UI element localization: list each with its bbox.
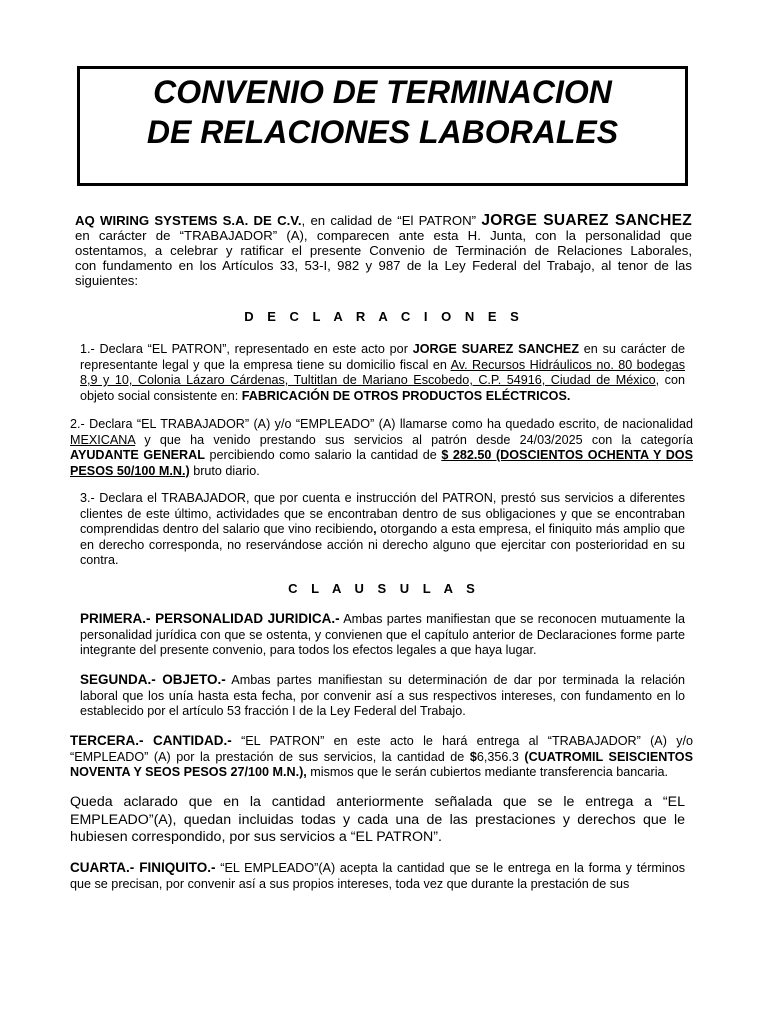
nationality: MEXICANA — [70, 432, 136, 447]
decl-text: en su carácter de — [579, 342, 685, 356]
decl-text: 3.- Declara el TRABAJADOR, que por cuenta e instrucción del PATRON, prestó sus servicios a diferentes — [80, 491, 685, 505]
clause-cuarta — [70, 860, 685, 892]
settlement-amount-words: NOVENTA Y SEOS PESOS 27/100 M.N.), — [70, 765, 307, 779]
daily-salary: PESOS 50/100 M.N.) — [70, 463, 190, 478]
clause-text: integrante del presente convenio, para todos los efectos legales a que haya lugar. — [80, 643, 537, 657]
clause-text: personalidad jurídica con que se ostenta, y convienen que el capítulo anterior de Declaraciones forme parte — [80, 627, 685, 642]
clausulas-heading: C L A U S U L A S — [288, 581, 480, 596]
decl-text: comprendidas dentro del salario que vino recibiendo — [80, 522, 374, 536]
clause-text: Ambas partes manifiestan que se reconocen mutuamente la — [339, 612, 686, 626]
decl-text: objeto social consistente en: — [80, 388, 242, 403]
decl-text: y que ha venido prestando sus servicios al patrón desde 24/03/2025 con la categoría — [135, 432, 693, 447]
clause-text: Ambas partes manifiestan su determinación de dar por terminada la relación — [225, 673, 686, 687]
decl-text: contra. — [80, 553, 119, 567]
decl-text: , con — [655, 373, 685, 387]
address-line: 8,9 y 10, Colonia Lázaro Cárdenas, Tultitlan de Mariano Escobedo, C.P. 54916, Ciudad de México — [80, 373, 656, 387]
decl-text: bruto diario. — [189, 463, 260, 478]
settlement-amount-words: (CUATROMIL SEISCIENTOS — [518, 749, 694, 764]
intro-text: , en calidad de “El PATRON” — [301, 213, 482, 228]
clause-label: TERCERA.- CANTIDAD.- — [70, 733, 232, 748]
clause-text: establecido por el artículo 53 fracción I de la Ley Federal del Trabajo. — [80, 704, 466, 718]
decl-text: representante legal y que la empresa tiene su domicilio fiscal en — [80, 357, 451, 372]
intro-line: ostentamos, a celebrar y ratificar el presente Convenio de Terminación de Relaciones Laborales, — [75, 243, 692, 258]
decl-text: percibiendo como salario la cantidad de — [204, 448, 442, 462]
clarification-text: EMPLEADO”(A), quedan incluidas todas y cada una de las prestaciones y derechos que le — [70, 811, 685, 828]
clause-text: laboral que los unía hasta esta fecha, por convenir así a sus respectivos intereses, con fundamento en lo — [80, 688, 685, 703]
decl-text: clientes de este último, actividades que se encontraban dentro de sus obligaciones y que se encontraban — [80, 506, 685, 521]
clarification-text: hubiesen correspondido, por sus servicios a “EL PATRON”. — [70, 829, 442, 845]
document-title-line1: CONVENIO DE TERMINACION — [153, 74, 612, 110]
intro-line: con fundamento en los Artículos 33, 53-I, 982 y 987 de la Ley Federal del Trabajo, al tenor de las — [75, 258, 692, 273]
clause-label: PRIMERA.- PERSONALIDAD JURIDICA.- — [80, 611, 340, 626]
clause-text: mismos que le serán cubiertos mediante transferencia bancaria. — [306, 765, 669, 779]
intro-line: en carácter de “TRABAJADOR” (A), comparecen ante esta H. Junta, con la personalidad que — [75, 228, 692, 243]
company-name: AQ WIRING SYSTEMS S.A. DE C.V. — [75, 213, 302, 228]
declaraciones-heading: D E C L A R A C I O N E S — [244, 309, 524, 324]
settlement-amount: 6,356.3 — [476, 749, 519, 764]
corporate-object: FABRICACIÓN DE OTROS PRODUCTOS ELÉCTRICOS. — [241, 388, 571, 403]
decl-text: 1.- Declara “EL PATRON”, representado en este acto por — [80, 342, 413, 356]
clarification-text: Queda aclarado que en la cantidad anteriormente señalada que se le entrega a “EL — [70, 794, 685, 810]
declaration-2 — [70, 417, 693, 479]
intro-paragraph — [75, 213, 692, 288]
legal-representative-name: JORGE SUAREZ SANCHEZ — [412, 342, 580, 356]
clause-label: SEGUNDA.- OBJETO.- — [80, 672, 226, 687]
clause-text: que se precisan, por convenir así a sus propios intereses, toda vez que durante la prestación de sus — [70, 876, 630, 891]
clause-text: “EMPLEADO” (A) por la prestación de sus servicios, la cantidad de — [70, 749, 470, 764]
document-title-line2: DE RELACIONES LABORALES — [146, 114, 619, 150]
address-line: Av. Recursos Hidráulicos no. 80 bodegas — [450, 357, 685, 372]
clause-text: “EL PATRON” en este acto le hará entrega al “TRABAJADOR” (A) y/o — [231, 734, 693, 748]
decl-text: 2.- Declara “EL TRABAJADOR” (A) y/o “EMPLEADO” (A) llamarse como ha quedado escrito, de nacionalidad — [70, 417, 693, 431]
declaration-3 — [80, 491, 685, 569]
decl-text: en derecho corresponda, no reservándose acción ni derecho alguno que ejercitar con posterioridad en su — [80, 537, 685, 552]
intro-line: siguientes: — [75, 273, 139, 288]
amount-sign: $ — [469, 749, 477, 764]
worker-name: JORGE SUAREZ SANCHEZ — [481, 212, 693, 229]
decl-text: , — [373, 522, 377, 536]
clause-text: “EL EMPLEADO”(A) acepta la cantidad que se le entrega en la forma y términos — [215, 861, 685, 875]
clause-label: CUARTA.- FINIQUITO.- — [70, 860, 216, 875]
daily-salary: $ 282.50 (DOSCIENTOS OCHENTA Y DOS — [441, 448, 693, 462]
clause-tercera — [70, 733, 693, 781]
clarification-paragraph — [70, 794, 685, 847]
job-category: AYUDANTE GENERAL — [70, 448, 205, 462]
declaration-1 — [80, 342, 685, 404]
decl-text: otorgando a esta empresa, el finiquito más amplio que — [376, 522, 685, 536]
title-box — [77, 66, 688, 186]
clause-primera — [80, 611, 685, 659]
clause-segunda — [80, 672, 685, 720]
